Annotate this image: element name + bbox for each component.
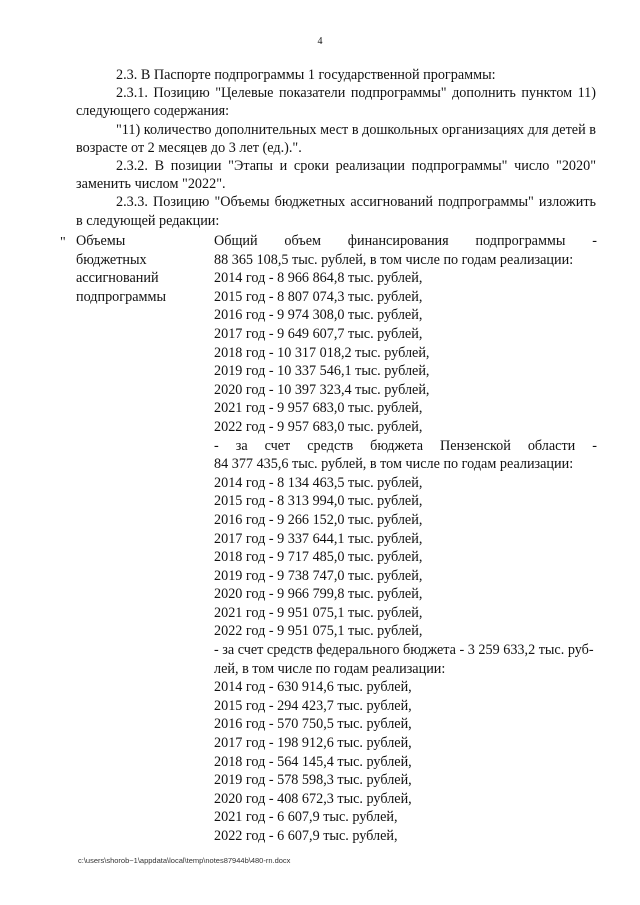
- opening-quote-mark: ": [60, 235, 66, 250]
- funding-line: 2020 год - 408 672,3 тыс. рублей,: [214, 790, 412, 807]
- funding-line: 2018 год - 564 145,4 тыс. рублей,: [214, 753, 412, 770]
- funding-line: 2021 год - 6 607,9 тыс. рублей,: [214, 809, 398, 826]
- funding-line: 2015 год - 8 807 074,3 тыс. рублей,: [214, 288, 423, 305]
- label-line: Объемы: [76, 233, 126, 249]
- funding-line: - за счет средств бюджета Пензенской области -: [214, 437, 597, 454]
- funding-line: 2018 год - 9 717 485,0 тыс. рублей,: [214, 549, 423, 566]
- document-body: [76, 66, 596, 230]
- funding-line: 2015 год - 8 313 994,0 тыс. рублей,: [214, 493, 423, 510]
- funding-line: 2014 год - 8 134 463,5 тыс. рублей,: [214, 474, 423, 491]
- funding-line: 2019 год - 10 337 546,1 тыс. рублей,: [214, 363, 430, 380]
- funding-line: 2016 год - 570 750,5 тыс. рублей,: [214, 716, 412, 733]
- funding-line: 2020 год - 10 397 323,4 тыс. рублей,: [214, 381, 430, 398]
- funding-line: 2016 год - 9 266 152,0 тыс. рублей,: [214, 511, 423, 528]
- label-line: бюджетных: [76, 251, 147, 268]
- funding-line: 2021 год - 9 957 683,0 тыс. рублей,: [214, 400, 423, 417]
- paragraph-2-3-3: 2.3.3. Позицию "Объемы бюджетных ассигнований подпрограммы" изложить в следующей редакции:: [76, 194, 596, 229]
- funding-line: 2022 год - 9 957 683,0 тыс. рублей,: [214, 418, 423, 435]
- paragraph-2-3: 2.3. В Паспорте подпрограммы 1 государственной программы:: [116, 67, 496, 83]
- funding-line: Общий объем финансирования подпрограммы -: [214, 233, 597, 249]
- funding-line: 2014 год - 8 966 864,8 тыс. рублей,: [214, 270, 423, 287]
- funding-line: 2019 год - 578 598,3 тыс. рублей,: [214, 772, 412, 789]
- funding-line: 2017 год - 9 337 644,1 тыс. рублей,: [214, 530, 423, 547]
- funding-line: 88 365 108,5 тыс. рублей, в том числе по годам реализации:: [214, 251, 574, 268]
- file-path-footer: c:\users\shorob~1\appdata\local\temp\notes87944b\480-rn.docx: [78, 856, 291, 865]
- position-label-column: [76, 232, 202, 306]
- paragraph-item-11: "11) количество дополнительных мест в дошкольных организациях для детей в возрасте от 2 месяцев до 3 лет (ед.).".: [76, 121, 596, 156]
- funding-line: 2019 год - 9 738 747,0 тыс. рублей,: [214, 567, 423, 584]
- paragraph-2-3-1: 2.3.1. Позицию "Целевые показатели подпрограммы" дополнить пунктом 11) следующего содержания:: [76, 85, 596, 120]
- label-line: подпрограммы: [76, 288, 166, 305]
- funding-line: 2017 год - 9 649 607,7 тыс. рублей,: [214, 325, 423, 342]
- position-value-column: [214, 232, 597, 846]
- funding-line: 2021 год - 9 951 075,1 тыс. рублей,: [214, 604, 423, 621]
- funding-line: 2018 год - 10 317 018,2 тыс. рублей,: [214, 344, 430, 361]
- page-number: 4: [317, 36, 323, 47]
- funding-line: 84 377 435,6 тыс. рублей, в том числе по годам реализации:: [214, 456, 574, 473]
- funding-line: 2022 год - 9 951 075,1 тыс. рублей,: [214, 623, 423, 640]
- funding-line: - за счет средств федерального бюджета - 3 259 633,2 тыс. руб-: [214, 642, 594, 659]
- funding-line: лей, в том числе по годам реализации:: [214, 660, 446, 677]
- funding-line: 2020 год - 9 966 799,8 тыс. рублей,: [214, 586, 423, 603]
- funding-line: 2014 год - 630 914,6 тыс. рублей,: [214, 679, 412, 696]
- paragraph-2-3-2: 2.3.2. В позиции "Этапы и сроки реализации подпрограммы" число "2020" заменить числом "2022".: [76, 158, 596, 193]
- funding-line: 2022 год - 6 607,9 тыс. рублей,: [214, 828, 398, 844]
- funding-line: 2017 год - 198 912,6 тыс. рублей,: [214, 735, 412, 752]
- funding-line: 2016 год - 9 974 308,0 тыс. рублей,: [214, 307, 423, 324]
- label-line: ассигнований: [76, 270, 159, 287]
- funding-line: 2015 год - 294 423,7 тыс. рублей,: [214, 697, 412, 714]
